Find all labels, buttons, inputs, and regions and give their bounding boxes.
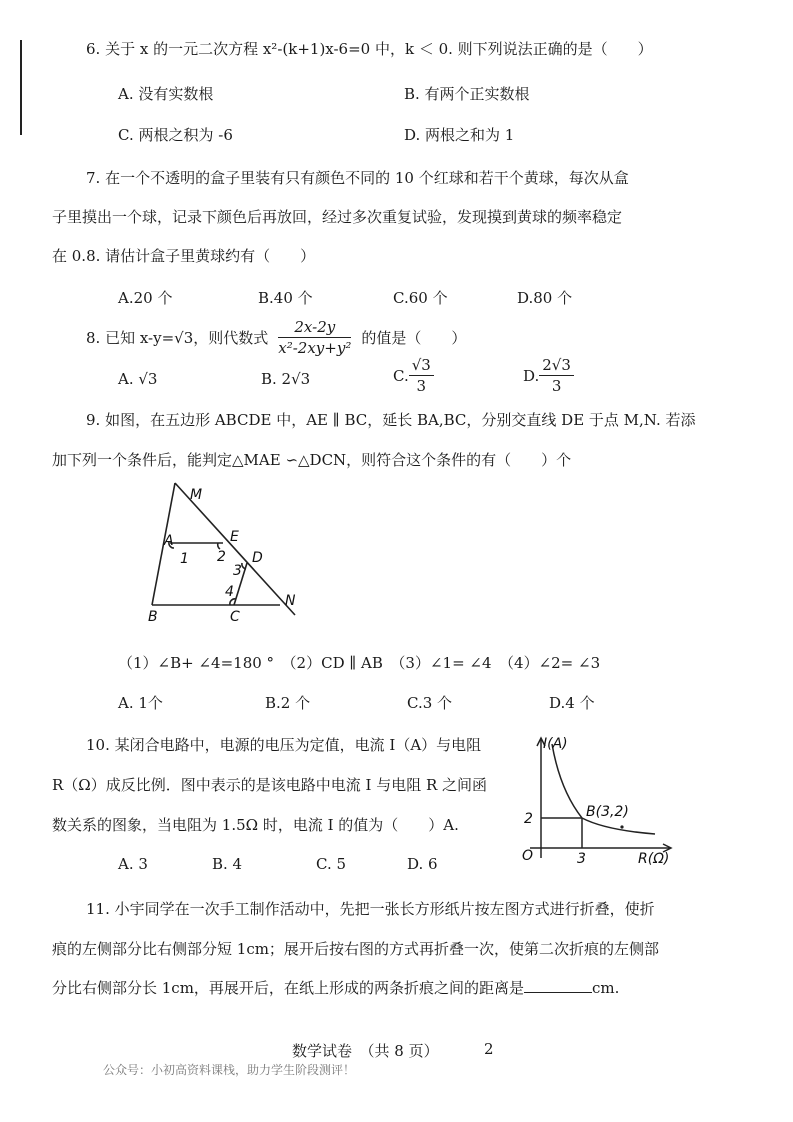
q7-line1: 7. 在一个不透明的盒子里装有只有颜色不同的 10 个红球和若干个黄球，每次从盒 bbox=[86, 169, 629, 187]
q10-line1: 10. 某闭合电路中，电源的电压为定值，电流 I（A）与电阻 bbox=[86, 736, 482, 754]
inverse-curve bbox=[552, 744, 655, 834]
q9-option-c: C.3 个 bbox=[407, 694, 453, 712]
q6-option-b: B. 有两个正实数根 bbox=[404, 85, 530, 103]
label-c: C bbox=[230, 609, 240, 625]
margin-rule bbox=[20, 40, 22, 135]
q8-option-a: A. √3 bbox=[118, 370, 158, 388]
q8-expression-fraction bbox=[278, 318, 351, 357]
label-b: B bbox=[148, 609, 158, 625]
q7-line3: 在 0.8. 请估计盒子里黄球约有（ ） bbox=[52, 247, 316, 265]
q8-option-d-fraction bbox=[539, 356, 574, 395]
graph-point-b: B(3,2) bbox=[586, 804, 629, 820]
q10-option-a: A. 3 bbox=[118, 855, 148, 873]
q9-option-d: D.4 个 bbox=[549, 694, 595, 712]
label-1: 1 bbox=[180, 551, 189, 567]
q6-option-a: A. 没有实数根 bbox=[118, 85, 214, 103]
graph-y-tick: 2 bbox=[524, 811, 533, 827]
q7-option-d: D.80 个 bbox=[517, 289, 573, 307]
label-2: 2 bbox=[217, 549, 226, 565]
q8-stem bbox=[86, 318, 466, 357]
q9-pentagon-figure bbox=[140, 475, 310, 625]
label-3: 3 bbox=[233, 563, 242, 579]
q8-option-d bbox=[523, 356, 574, 395]
footer-title: 数学试卷 （共 8 页） bbox=[292, 1042, 439, 1060]
q8-stem-a: 8. 已知 x-y=√3，则代数式 bbox=[86, 329, 269, 347]
q7-line2: 子里摸出一个球，记录下颜色后再放回，经过多次重复试验，发现摸到黄球的频率稳定 bbox=[52, 208, 623, 226]
graph-origin: O bbox=[522, 848, 534, 864]
q11-line1: 11. 小宇同学在一次手工制作活动中，先把一张长方形纸片按左图方式进行折叠，使折 bbox=[86, 900, 655, 918]
q6-option-d: D. 两根之和为 1 bbox=[404, 126, 515, 144]
footer-page-number: 2 bbox=[484, 1040, 494, 1058]
q8-option-c-den: 3 bbox=[416, 377, 427, 395]
graph-y-label: I(A) bbox=[543, 736, 568, 752]
q11-line3-text: 分比右侧部分长 1cm，再展开后，在纸上形成的两条折痕之间的距离是 bbox=[52, 979, 524, 997]
q8-stem-b: 的值是（ ） bbox=[361, 329, 467, 347]
q9-line2: 加下列一个条件后，能判定△MAE ∽△DCN，则符合这个条件的有（ ）个 bbox=[52, 451, 572, 469]
label-d: D bbox=[252, 550, 263, 566]
q10-option-d: D. 6 bbox=[407, 855, 438, 873]
q11-line2: 痕的左侧部分比右侧部分短 1cm；展开后按右图的方式再折叠一次，使第二次折痕的左侧部 bbox=[52, 940, 659, 958]
q7-option-b: B.40 个 bbox=[258, 289, 313, 307]
q9-line1: 9. 如图，在五边形 ABCDE 中，AE ∥ BC，延长 BA,BC，分别交直线 DE 于点 M,N. 若添 bbox=[86, 411, 696, 429]
label-e: E bbox=[230, 529, 239, 545]
graph-x-label: R(Ω) bbox=[638, 851, 670, 867]
q7-option-c: C.60 个 bbox=[393, 289, 448, 307]
q8-option-d-den: 3 bbox=[551, 377, 562, 395]
label-m: M bbox=[190, 487, 203, 503]
curve-dot bbox=[620, 825, 623, 828]
graph-x-tick: 3 bbox=[577, 851, 586, 867]
q9-option-a: A. 1个 bbox=[118, 694, 163, 712]
q6-option-c: C. 两根之积为 -6 bbox=[118, 126, 233, 144]
q8-option-d-num: 2√3 bbox=[539, 356, 574, 376]
q8-frac-numerator: 2x-2y bbox=[278, 318, 351, 338]
q10-option-c: C. 5 bbox=[316, 855, 347, 873]
q9-conditions: （1）∠B+ ∠4=180 ° （2）CD ∥ AB （3）∠1= ∠4 （4）∠2= ∠3 bbox=[118, 654, 601, 672]
label-4: 4 bbox=[225, 584, 234, 600]
q6-stem: 6. 关于 x 的一元二次方程 x²-(k+1)x-6=0 中，k ＜ 0. 则下列说法正确的是（ ） bbox=[86, 40, 653, 58]
q11-line3 bbox=[52, 977, 619, 998]
q10-line3: 数关系的图象，当电阻为 1.5Ω 时，电流 I 的值为（ ）A. bbox=[52, 816, 459, 834]
q11-unit: cm. bbox=[591, 979, 620, 997]
q8-option-c-fraction bbox=[409, 356, 434, 395]
label-n: N bbox=[285, 593, 296, 609]
q8-option-d-label: D. bbox=[523, 366, 540, 385]
q8-option-c bbox=[393, 356, 434, 395]
q8-option-c-num: √3 bbox=[409, 356, 434, 376]
q11-answer-blank bbox=[524, 978, 592, 993]
q7-option-a: A.20 个 bbox=[118, 289, 173, 307]
label-a: A bbox=[164, 533, 174, 549]
q10-inverse-graph bbox=[510, 730, 710, 870]
q8-option-b: B. 2√3 bbox=[261, 370, 311, 388]
q9-option-b: B.2 个 bbox=[265, 694, 311, 712]
q8-frac-denominator: x²-2xy+y² bbox=[278, 339, 352, 357]
q8-option-c-label: C. bbox=[393, 366, 409, 385]
q10-option-b: B. 4 bbox=[212, 855, 243, 873]
q10-line2: R（Ω）成反比例．图中表示的是该电路中电流 I 与电阻 R 之间函 bbox=[52, 776, 488, 794]
footer-watermark: 公众号：小初高资料课栈，助力学生阶段测评！ bbox=[103, 1063, 356, 1077]
